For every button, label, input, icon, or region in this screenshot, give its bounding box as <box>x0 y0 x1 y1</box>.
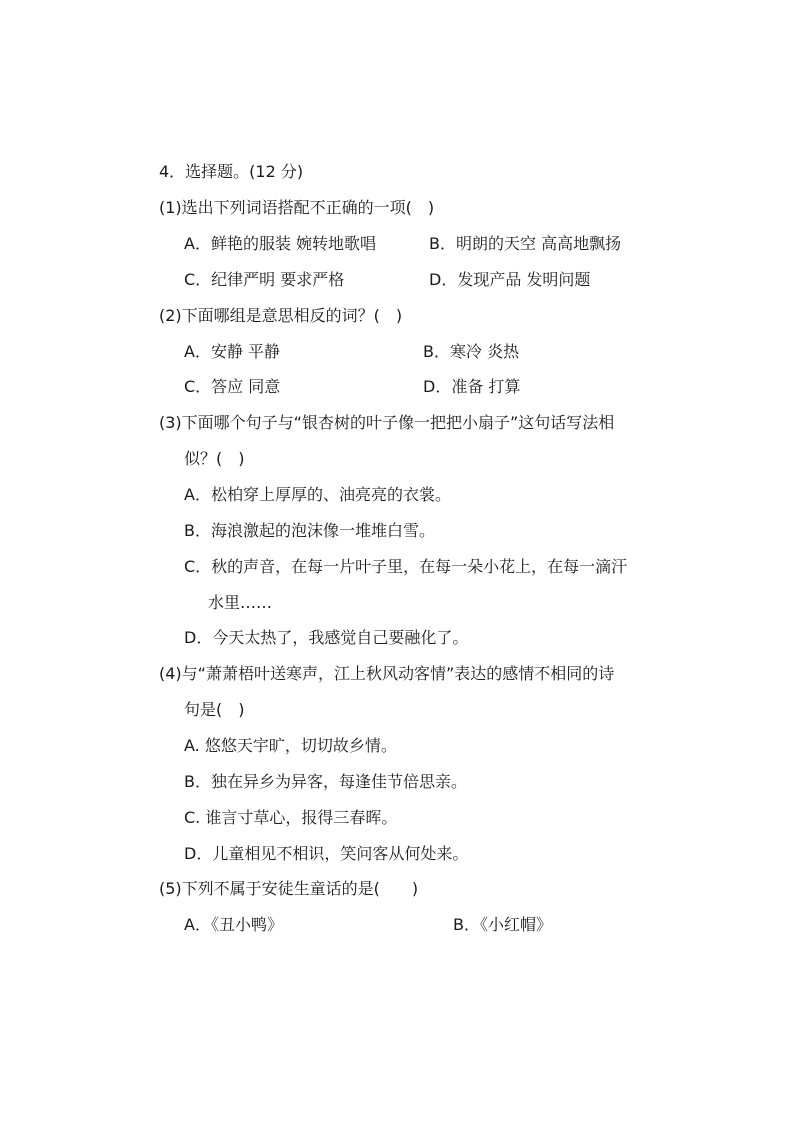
question-2-stem: (2)下面哪组是意思相反的词？( ) <box>159 306 403 325</box>
question-5-option-b: B．《小红帽》 <box>453 915 552 934</box>
question-5-option-a: A．《丑小鸭》 <box>184 915 283 934</box>
question-4-option-a: A. 悠悠天宇旷，切切故乡情。 <box>184 736 397 755</box>
question-3-option-b: B．海浪激起的泡沫像一堆堆白雪。 <box>184 521 435 540</box>
question-1-option-d: D．发现产品 发明问题 <box>429 270 591 289</box>
question-4-option-c: C. 谁言寸草心，报得三春晖。 <box>184 808 398 827</box>
question-3-option-c: C．秋的声音，在每一片叶子里，在每一朵小花上，在每一滴汗 <box>184 557 628 576</box>
question-2-option-d: D．准备 打算 <box>423 377 521 396</box>
question-3-option-c-cont: 水里…… <box>208 593 273 612</box>
question-1-stem: (1)选出下列词语搭配不正确的一项( ) <box>159 198 435 217</box>
question-3-option-a: A．松柏穿上厚厚的、油亮亮的衣裳。 <box>184 485 451 504</box>
question-3-option-d: D．今天太热了，我感觉自己要融化了。 <box>184 628 469 647</box>
question-4-option-d: D．儿童相见不相识，笑问客从何处来。 <box>184 844 469 863</box>
question-1-option-c: C．纪律严明 要求严格 <box>184 270 345 289</box>
question-1-option-b: B．明朗的天空 高高地飘扬 <box>429 234 622 253</box>
question-4-option-b: B．独在异乡为异客，每逢佳节倍思亲。 <box>184 772 467 791</box>
question-2-option-c: C．答应 同意 <box>184 377 281 396</box>
section-title: 4．选择题。(12 分) <box>159 162 304 181</box>
question-1-option-a: A．鲜艳的服装 婉转地歌唱 <box>184 234 377 253</box>
question-4-stem-line1: (4)与“萧萧梧叶送寒声，江上秋风动客情”表达的感情不相同的诗 <box>159 664 615 683</box>
question-3-stem-line2: 似？( ) <box>184 449 245 468</box>
question-3-stem-line1: (3)下面哪个句子与“银杏树的叶子像一把把小扇子”这句话写法相 <box>159 413 615 432</box>
question-4-stem-line2: 句是( ) <box>184 700 245 719</box>
question-2-option-a: A．安静 平静 <box>184 342 281 361</box>
question-5-stem: (5)下列不属于安徒生童话的是( ) <box>159 879 419 898</box>
question-2-option-b: B．寒冷 炎热 <box>423 342 520 361</box>
